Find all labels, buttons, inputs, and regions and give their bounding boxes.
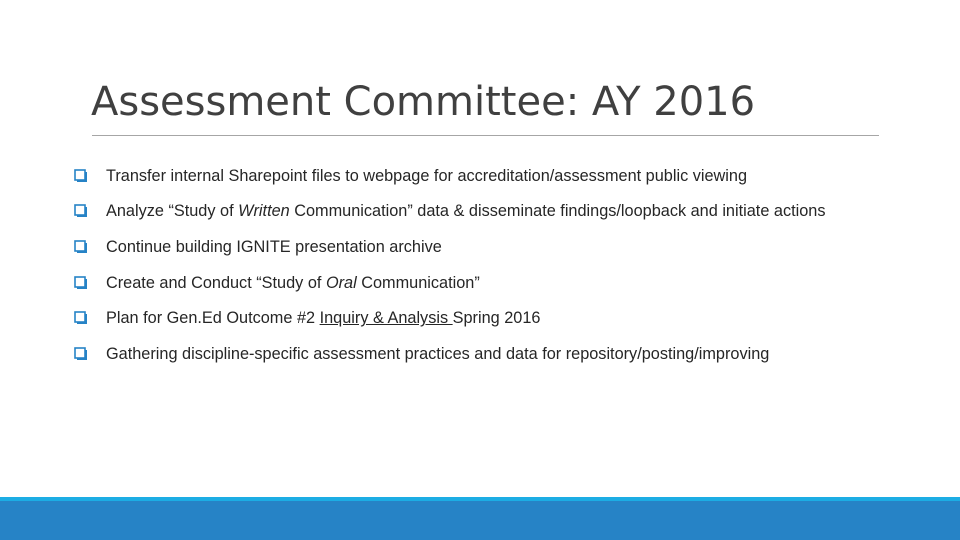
bullet-text — [106, 344, 769, 364]
bullet-item — [74, 336, 954, 372]
title-divider — [92, 135, 879, 136]
bullet-item — [74, 300, 954, 336]
bullet-list — [74, 158, 954, 372]
bullet-item — [74, 265, 954, 301]
footer-band — [0, 498, 960, 540]
checkbox-square-icon — [74, 169, 88, 183]
bullet-text-part: Spring 2016 — [452, 309, 541, 328]
bullet-text-part: Plan for Gen.Ed Outcome #2 — [106, 309, 320, 328]
bullet-text — [106, 201, 826, 221]
bullet-text-part: Communication” — [356, 273, 480, 292]
bullet-text-part: Continue building IGNITE presentation archive — [106, 237, 442, 256]
bullet-text-part: Oral — [325, 273, 357, 292]
bullet-text-part: Create and Conduct “Study of — [106, 273, 326, 292]
bullet-text — [106, 273, 480, 293]
bullet-text — [106, 237, 442, 257]
checkbox-square-icon — [74, 276, 88, 290]
checkbox-square-icon — [74, 311, 88, 325]
bullet-item — [74, 158, 954, 194]
bullet-text-part: Analyze “Study of — [106, 202, 239, 221]
bullet-text-part: Inquiry & Analysis — [319, 309, 453, 328]
footer-band-accent — [0, 497, 960, 501]
bullet-item — [74, 229, 954, 265]
bullet-text-part: Communication” data & disseminate findings/loopback and initiate actions — [289, 202, 826, 221]
bullet-text-part: Gathering discipline-specific assessment practices and data for repository/posting/improving — [106, 344, 770, 363]
bullet-text — [106, 166, 747, 186]
checkbox-square-icon — [74, 347, 88, 361]
bullet-text-part: Written — [238, 202, 290, 221]
checkbox-square-icon — [74, 204, 88, 218]
bullet-item — [74, 194, 954, 230]
bullet-text — [106, 308, 540, 328]
bullet-text-part: Transfer internal Sharepoint files to webpage for accreditation/assessment public viewing — [106, 166, 748, 185]
checkbox-square-icon — [74, 240, 88, 254]
slide-title: Assessment Committee: AY 2016 — [91, 79, 756, 125]
